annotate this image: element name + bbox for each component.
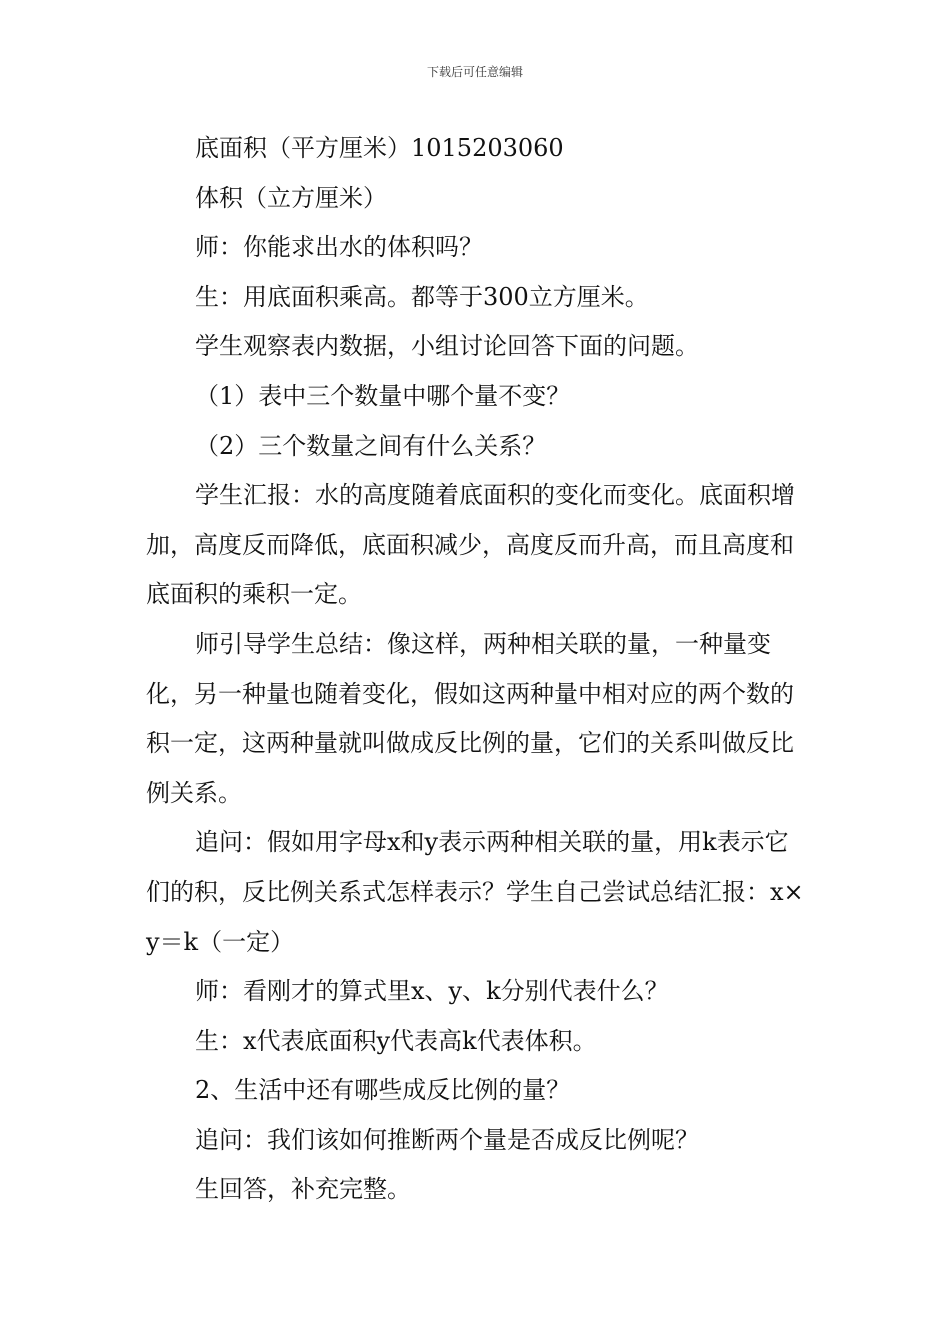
paragraph-question-1: （1）表中三个数量中哪个量不变？ [195, 381, 571, 410]
document-body [146, 124, 810, 1215]
paragraph-area-row: 底面积（平方厘米）1015203060 [195, 134, 564, 162]
paragraph-teacher-variables: 师：看刚才的算式里x、y、k分别代表什么？ [195, 977, 669, 1006]
paragraph-question-2: （2）三个数量之间有什么关系？ [195, 431, 547, 460]
paragraph-student-answer: 生：用底面积乘高。都等于300立方厘米。 [195, 282, 649, 311]
page-header: 下载后可任意编辑 [426, 65, 523, 79]
paragraph-life-examples: 2、生活中还有哪些成反比例的量？ [195, 1076, 571, 1105]
paragraph-observe-data: 学生观察表内数据，小组讨论回答下面的问题。 [195, 332, 699, 361]
paragraph-student-variables: 生：x代表底面积y代表高k代表体积。 [195, 1026, 597, 1055]
paragraph-follow-up-formula: 追问：假如用字母x和y表示两种相关联的量，用k表示它们的积，反比例关系式怎样表示？学生自己尝试总结汇报：x×y＝k（一定） [146, 828, 804, 956]
paragraph-teacher-question: 师：你能求出水的体积吗？ [195, 233, 483, 262]
paragraph-student-report: 学生汇报：水的高度随着底面积的变化而变化。底面积增加，高度反而降低，底面积减少，高度反而升高，而且高度和底面积的乘积一定。 [146, 481, 795, 609]
paragraph-student-complete: 生回答，补充完整。 [195, 1175, 411, 1204]
paragraph-volume-row: 体积（立方厘米） [195, 183, 387, 212]
paragraph-teacher-summary: 师引导学生总结：像这样，两种相关联的量，一种量变化，另一种量也随着变化，假如这两种量中相对应的两个数的积一定，这两种量就叫做成反比例的量，它们的关系叫做反比例关系。 [146, 629, 794, 807]
paragraph-follow-up-judge: 追问：我们该如何推断两个量是否成反比例呢？ [195, 1125, 699, 1154]
